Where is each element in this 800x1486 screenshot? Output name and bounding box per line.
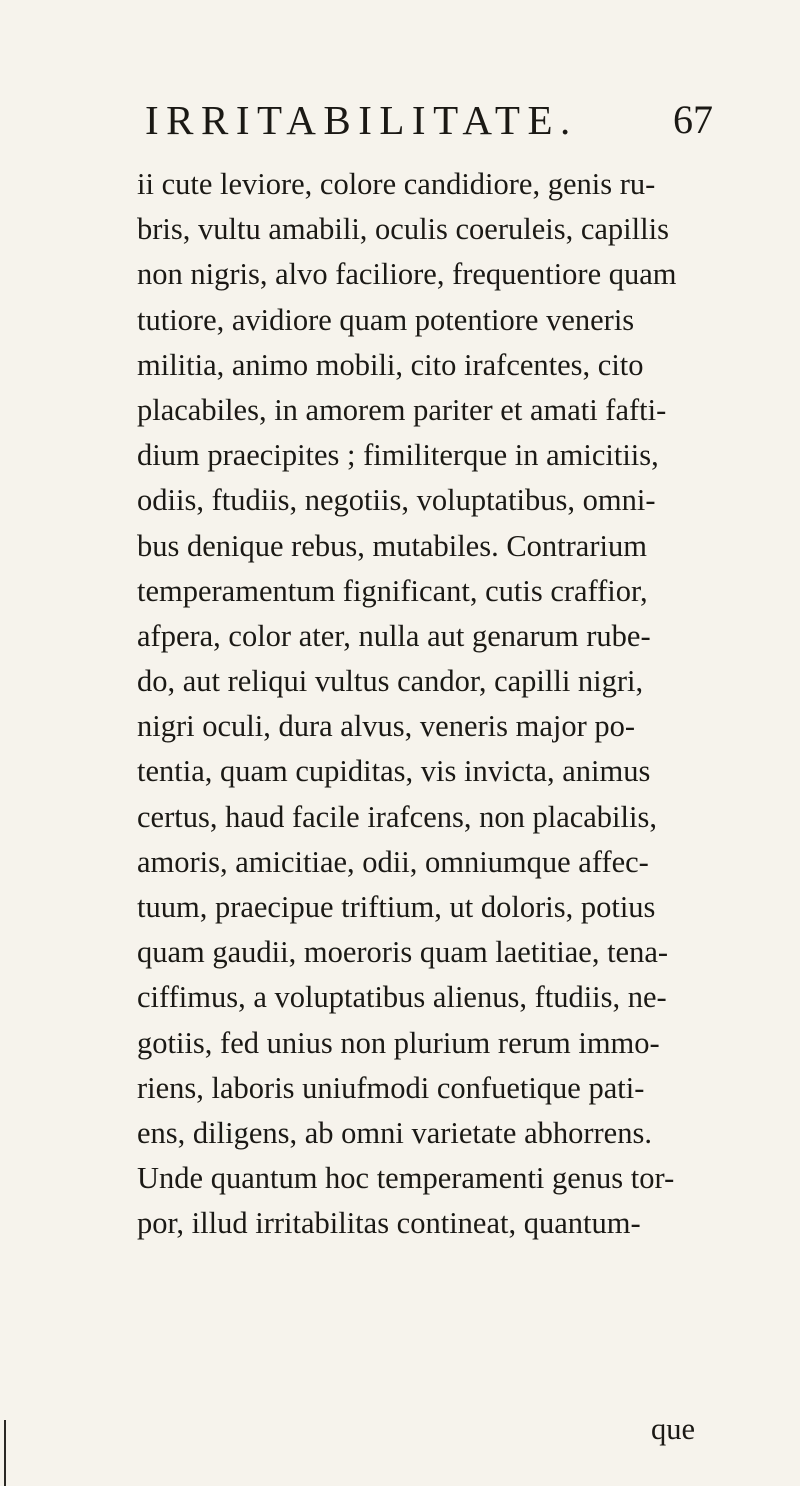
text-line: non nigris, alvo faciliore, frequentiore quam: [137, 257, 677, 292]
text-line: bus denique rebus, mutabiles. Contrarium: [137, 528, 647, 563]
text-line: dium praecipites ; fimiliterque in amicitiis,: [137, 438, 659, 473]
text-line: quam gaudii, moeroris quam laetitiae, tena-: [137, 935, 669, 970]
text-line: Unde quantum hoc temperamenti genus tor-: [137, 1161, 675, 1196]
running-head: [145, 92, 745, 148]
text-line: tuum, praecipue triftium, ut doloris, potius: [137, 890, 656, 924]
body-text: [137, 162, 767, 1247]
text-line: ii cute leviore, colore candidiore, genis ru-: [137, 167, 656, 201]
text-line: amoris, amicitiae, odii, omniumque affec-: [137, 844, 649, 879]
text-line: afpera, color ater, nulla aut genarum rube-: [137, 618, 651, 653]
text-line: nigri oculi, dura alvus, veneris major po-: [137, 709, 636, 744]
catchword: que: [651, 1412, 696, 1446]
running-title: IRRITABILITATE.: [145, 97, 578, 143]
text-line: ens, diligens, ab omni varietate abhorrens.: [137, 1115, 652, 1150]
text-line: certus, haud facile irafcens, non placabilis,: [137, 799, 657, 834]
text-line: ciffimus, a voluptatibus alienus, ftudiis, ne-: [137, 980, 667, 1015]
text-line: bris, vultu amabili, oculis coeruleis, capillis: [137, 212, 669, 247]
text-line: militia, animo mobili, cito irafcentes, cito: [137, 347, 644, 382]
text-line: tutiore, avidiore quam potentiore veneris: [137, 302, 635, 337]
text-line: placabiles, in amorem pariter et amati fafti-: [137, 392, 667, 427]
text-line: do, aut reliqui vultus candor, capilli nigri,: [137, 664, 644, 699]
text-line: gotiis, fed unius non plurium rerum immo-: [137, 1025, 660, 1060]
page-number: 67: [673, 97, 713, 142]
page-edge-mark: [4, 1420, 6, 1486]
text-line: por, illud irritabilitas contineat, quantum-: [137, 1206, 641, 1241]
text-line: riens, laboris uniufmodi confuetique pati-: [137, 1070, 645, 1105]
text-line: tentia, quam cupiditas, vis invicta, animus: [137, 754, 651, 789]
text-line: odiis, ftudiis, negotiis, voluptatibus, omni-: [137, 483, 656, 518]
text-line: temperamentum fignificant, cutis craffior,: [137, 573, 648, 608]
